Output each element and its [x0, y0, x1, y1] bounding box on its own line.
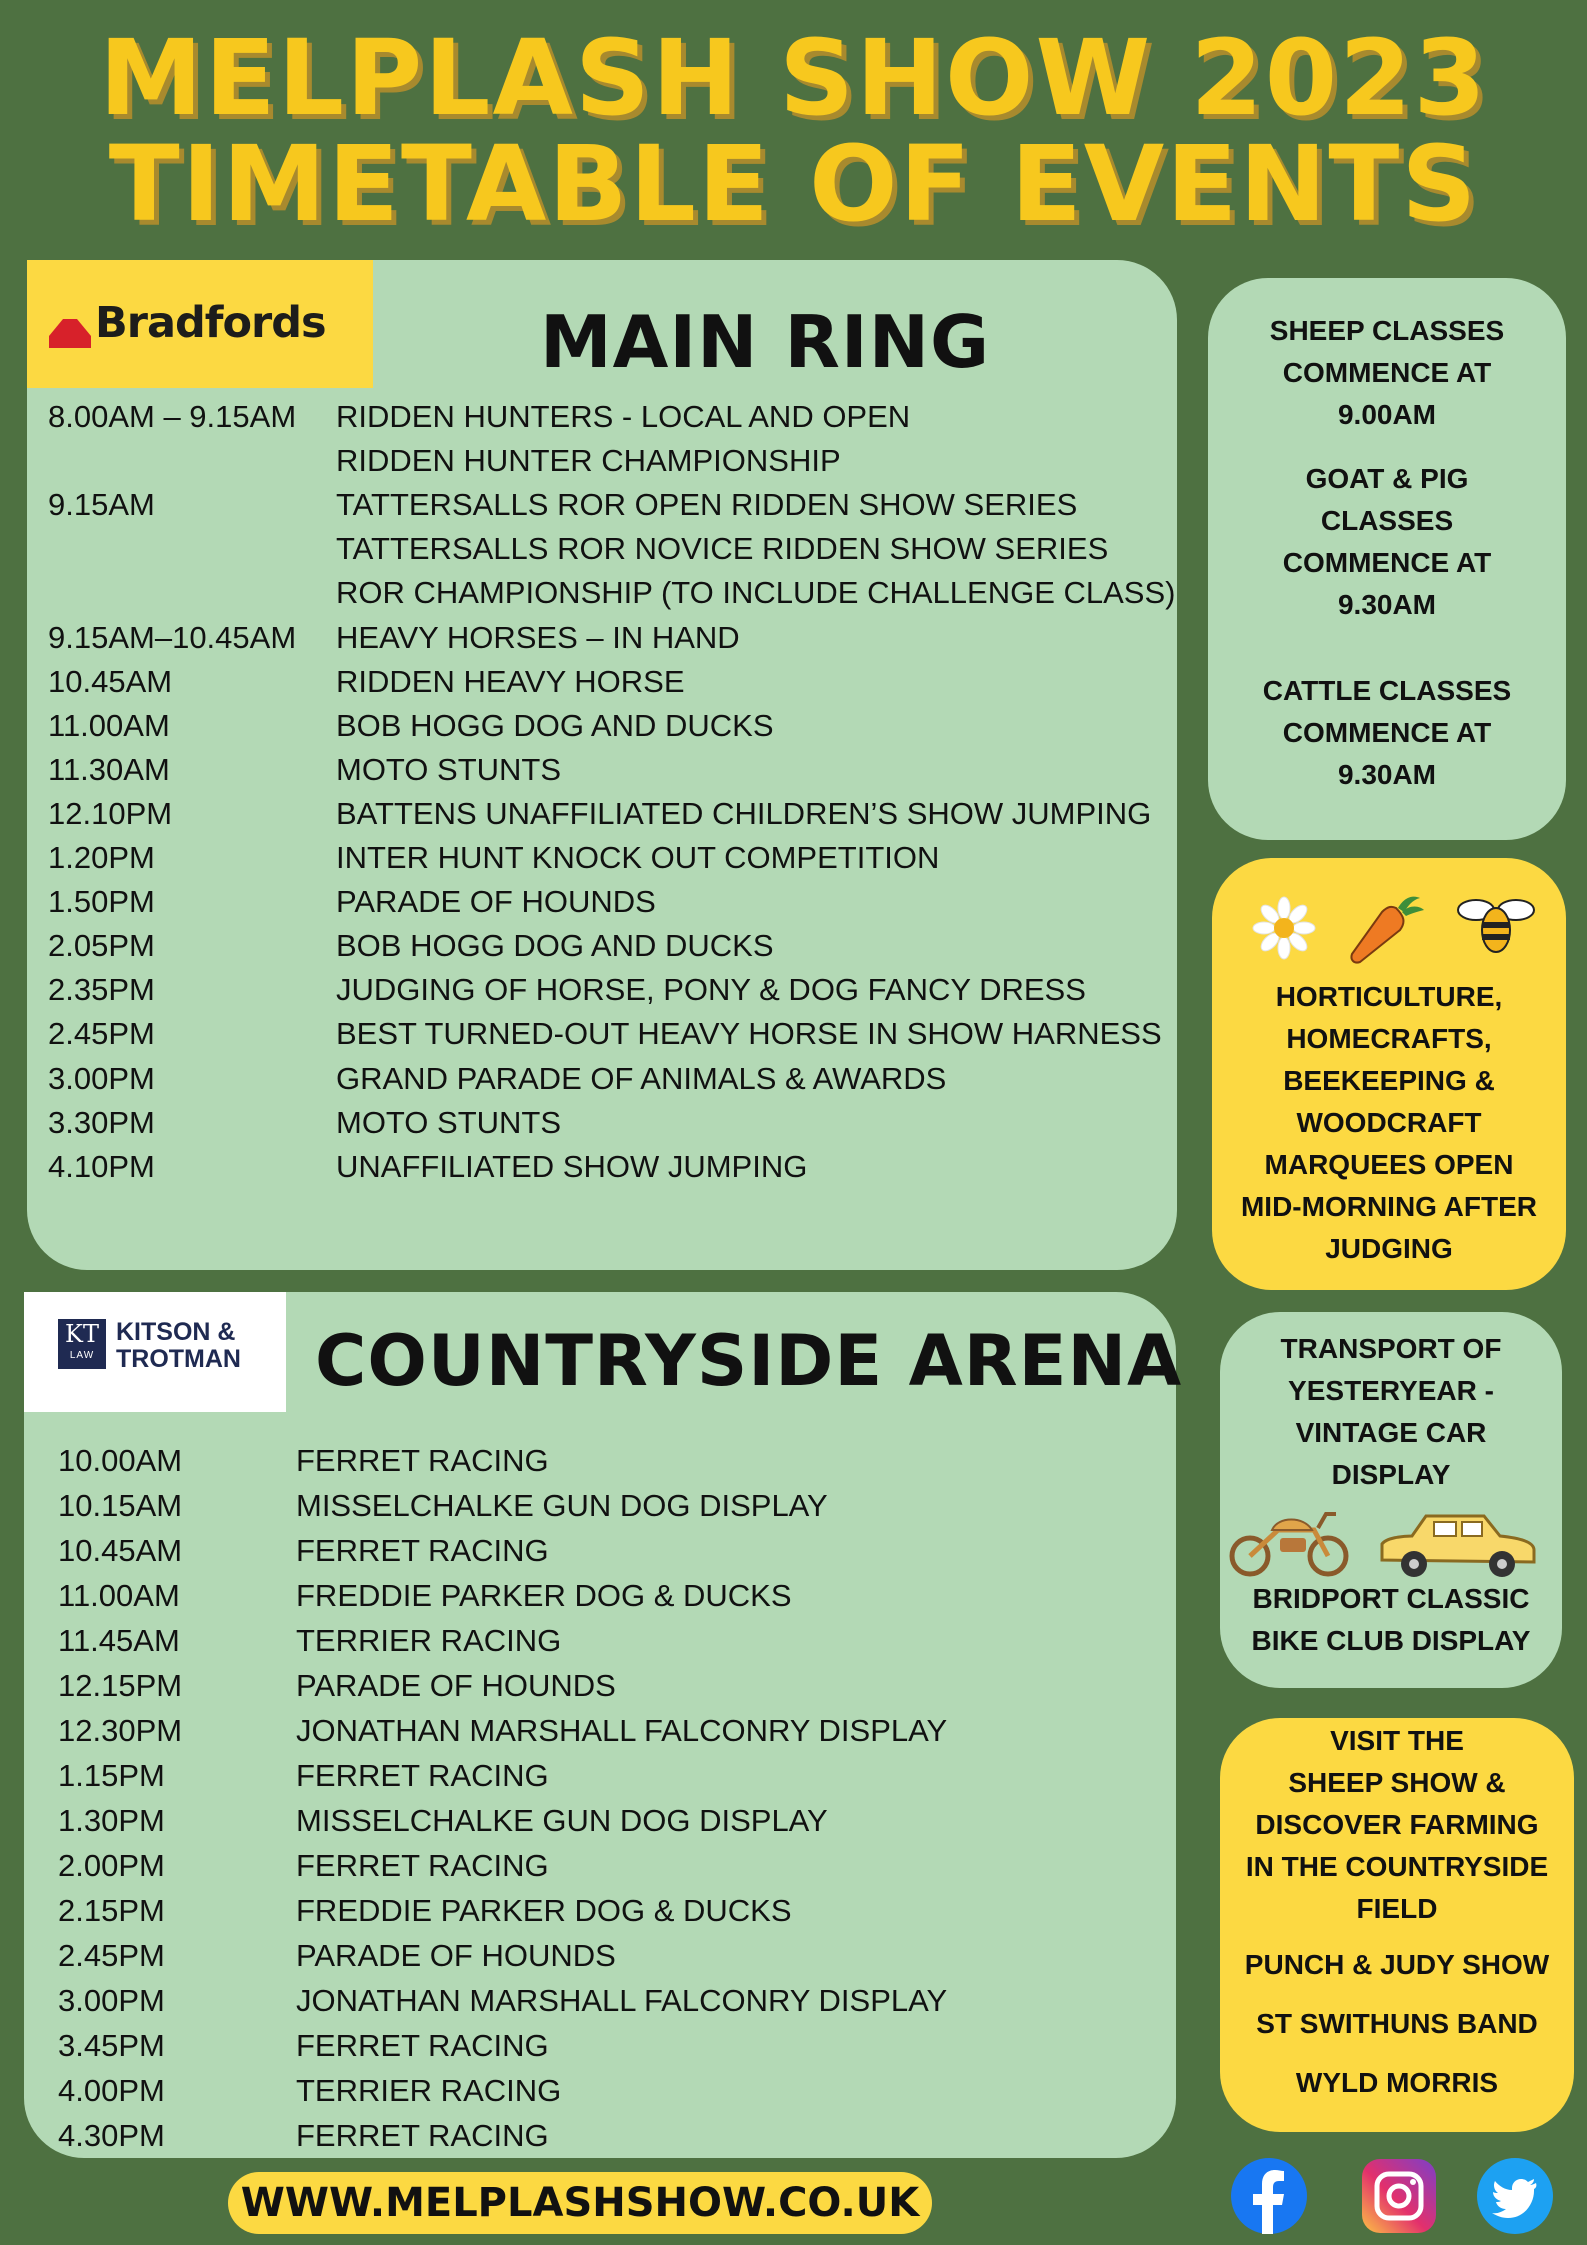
horticulture-line: HORTICULTURE, — [1275, 981, 1503, 1012]
transport-line: TRANSPORT OF — [1280, 1333, 1502, 1364]
bike-club-line: BRIDPORT CLASSIC — [1252, 1583, 1530, 1614]
event-name: FERRET RACING — [296, 1848, 549, 1883]
event-time: 1.15PM — [58, 1758, 165, 1793]
bee-icon — [1454, 892, 1538, 956]
transport-line: VINTAGE CAR — [1295, 1417, 1487, 1448]
transport-text — [1220, 1328, 1562, 1496]
event-name: TERRIER RACING — [296, 2073, 562, 2108]
sheep-line: 9.00AM — [1337, 399, 1437, 430]
main-ring-title: MAIN RING — [540, 300, 991, 384]
event-time: 12.30PM — [58, 1713, 183, 1748]
event-name: MISSELCHALKE GUN DOG DISPLAY — [296, 1488, 828, 1523]
event-name: BOB HOGG DOG AND DUCKS — [336, 928, 774, 964]
bike-club-text — [1220, 1578, 1562, 1662]
event-name: FREDDIE PARKER DOG & DUCKS — [296, 1578, 792, 1613]
event-name: FERRET RACING — [296, 2028, 549, 2063]
horticulture-line: MID-MORNING AFTER — [1240, 1191, 1538, 1222]
event-name: UNAFFILIATED SHOW JUMPING — [336, 1148, 808, 1184]
goat-pig-line: GOAT & PIG — [1305, 463, 1469, 494]
horticulture-line: HOMECRAFTS, — [1286, 1023, 1492, 1054]
event-time: 10.45AM — [48, 663, 173, 699]
event-time: 10.45AM — [58, 1533, 183, 1568]
event-time: 11.00AM — [48, 707, 170, 743]
horticulture-text — [1212, 976, 1566, 1270]
bike-club-line: BIKE CLUB DISPLAY — [1251, 1625, 1531, 1656]
event-name: FERRET RACING — [296, 1443, 549, 1478]
event-time: 2.00PM — [58, 1848, 165, 1883]
visit-line: IN THE COUNTRYSIDE — [1245, 1851, 1549, 1882]
countryside-arena-title: COUNTRYSIDE ARENA — [315, 1320, 1183, 1402]
event-time: 3.45PM — [58, 2028, 165, 2063]
bradfords-logo — [27, 260, 373, 388]
goat-pig-line: 9.30AM — [1337, 589, 1437, 620]
wyld-morris-text: WYLD MORRIS — [1295, 2067, 1499, 2098]
sheep-line: SHEEP CLASSES — [1269, 315, 1505, 346]
kitson-trotman-logo — [24, 1292, 286, 1412]
event-name: RIDDEN HEAVY HORSE — [336, 663, 685, 699]
event-name: FERRET RACING — [296, 2118, 549, 2153]
event-name: FERRET RACING — [296, 1758, 549, 1793]
poster-title-line-2: TIMETABLE OF EVENTS — [108, 123, 1479, 245]
event-name: BATTENS UNAFFILIATED CHILDREN’S SHOW JUMPING — [336, 795, 1152, 831]
event-time: 11.45AM — [58, 1623, 180, 1658]
event-name: HEAVY HORSES – IN HAND — [336, 619, 740, 655]
visit-line: VISIT THE — [1330, 1725, 1464, 1756]
punch-judy-text: PUNCH & JUDY SHOW — [1244, 1949, 1550, 1980]
goat-pig-line: COMMENCE AT — [1282, 547, 1492, 578]
event-name: TERRIER RACING — [296, 1623, 562, 1658]
goat-pig-classes-text — [1208, 458, 1566, 626]
event-time: 9.15AM — [48, 487, 155, 523]
sheep-line: COMMENCE AT — [1282, 357, 1492, 388]
event-time: 4.10PM — [48, 1148, 155, 1184]
event-name: GRAND PARADE OF ANIMALS & AWARDS — [336, 1060, 947, 1096]
event-name: JONATHAN MARSHALL FALCONRY DISPLAY — [296, 1713, 948, 1748]
kt-mark-law: LAW — [69, 1350, 95, 1361]
event-time: 3.00PM — [48, 1060, 155, 1096]
horticulture-line: BEEKEEPING & — [1283, 1065, 1495, 1096]
bradfords-logo-text: Bradfords — [95, 298, 326, 348]
event-time: 12.15PM — [58, 1668, 183, 1703]
event-name: FREDDIE PARKER DOG & DUCKS — [296, 1893, 792, 1928]
event-time: 3.30PM — [48, 1104, 155, 1140]
event-name: MOTO STUNTS — [336, 1104, 562, 1140]
horticulture-line: MARQUEES OPEN — [1264, 1149, 1514, 1180]
event-time: 9.15AM–10.45AM — [48, 619, 297, 655]
twitter-icon[interactable] — [1476, 2157, 1554, 2235]
poster-title-line-1: MELPLASH SHOW 2023 — [99, 17, 1488, 139]
kt-name-line-1: KITSON & — [116, 1318, 236, 1346]
event-name: MISSELCHALKE GUN DOG DISPLAY — [296, 1803, 828, 1838]
event-time: 12.10PM — [48, 795, 173, 831]
event-name: INTER HUNT KNOCK OUT COMPETITION — [336, 840, 940, 875]
event-time: 1.20PM — [48, 840, 155, 875]
event-name: BOB HOGG DOG AND DUCKS — [336, 707, 774, 743]
event-time: 4.00PM — [58, 2073, 165, 2108]
event-time: 10.00AM — [58, 1443, 183, 1478]
event-time: 3.00PM — [58, 1983, 165, 2018]
event-name: BEST TURNED-OUT HEAVY HORSE IN SHOW HARNESS — [336, 1016, 1162, 1052]
kt-name-line-2: TROTMAN — [116, 1345, 241, 1373]
visit-line: FIELD — [1356, 1893, 1438, 1924]
event-name: PARADE OF HOUNDS — [296, 1938, 616, 1973]
event-name: TATTERSALLS ROR NOVICE RIDDEN SHOW SERIES — [336, 531, 1109, 567]
kt-mark — [58, 1319, 106, 1369]
instagram-icon[interactable] — [1360, 2157, 1438, 2235]
event-time: 2.45PM — [48, 1016, 155, 1052]
cattle-line: 9.30AM — [1337, 759, 1437, 790]
event-name: PARADE OF HOUNDS — [336, 884, 656, 920]
event-time: 10.15AM — [58, 1488, 183, 1523]
kt-mark-letters: KT — [65, 1320, 99, 1348]
st-swithuns-band-text: ST SWITHUNS BAND — [1256, 2008, 1538, 2039]
transport-line: DISPLAY — [1331, 1459, 1451, 1490]
visit-line: SHEEP SHOW & — [1288, 1767, 1506, 1798]
event-time: 11.00AM — [58, 1578, 180, 1613]
visit-text — [1220, 1720, 1574, 1930]
visit-line: DISCOVER FARMING — [1255, 1809, 1539, 1840]
event-name: ROR CHAMPIONSHIP (TO INCLUDE CHALLENGE CLASS) — [336, 575, 1176, 611]
cattle-line: COMMENCE AT — [1282, 717, 1492, 748]
event-name: PARADE OF HOUNDS — [296, 1668, 616, 1703]
event-time: 2.35PM — [48, 972, 155, 1008]
event-time: 4.30PM — [58, 2118, 165, 2153]
goat-pig-line: CLASSES — [1320, 505, 1454, 536]
event-name: RIDDEN HUNTER CHAMPIONSHIP — [336, 443, 841, 479]
cattle-line: CATTLE CLASSES — [1262, 675, 1512, 706]
vintage-car-icon — [1376, 1510, 1540, 1582]
sheep-classes-text — [1208, 310, 1566, 436]
facebook-icon[interactable] — [1230, 2157, 1308, 2235]
event-name: JONATHAN MARSHALL FALCONRY DISPLAY — [296, 1983, 948, 2018]
event-time: 2.05PM — [48, 928, 155, 964]
event-time: 8.00AM – 9.15AM — [48, 399, 297, 434]
event-name: FERRET RACING — [296, 1533, 549, 1568]
website-link[interactable]: WWW.MELPLASHSHOW.CO.UK — [228, 2172, 932, 2234]
event-time: 11.30AM — [48, 751, 170, 787]
cattle-classes-text — [1208, 670, 1566, 796]
event-name: TATTERSALLS ROR OPEN RIDDEN SHOW SERIES — [336, 487, 1078, 523]
carrot-icon — [1346, 886, 1426, 966]
daisy-icon — [1252, 896, 1316, 960]
event-name: RIDDEN HUNTERS - LOCAL AND OPEN — [336, 399, 911, 434]
event-time: 1.50PM — [48, 884, 155, 920]
motorbike-icon — [1228, 1500, 1352, 1578]
event-time: 2.15PM — [58, 1893, 165, 1928]
transport-line: YESTERYEAR - — [1288, 1375, 1494, 1406]
horticulture-line: JUDGING — [1325, 1233, 1453, 1264]
event-name: JUDGING OF HORSE, PONY & DOG FANCY DRESS — [336, 972, 1086, 1008]
event-time: 1.30PM — [58, 1803, 165, 1838]
event-time: 2.45PM — [58, 1938, 165, 1973]
horticulture-line: WOODCRAFT — [1296, 1107, 1482, 1138]
event-name: MOTO STUNTS — [336, 751, 562, 787]
